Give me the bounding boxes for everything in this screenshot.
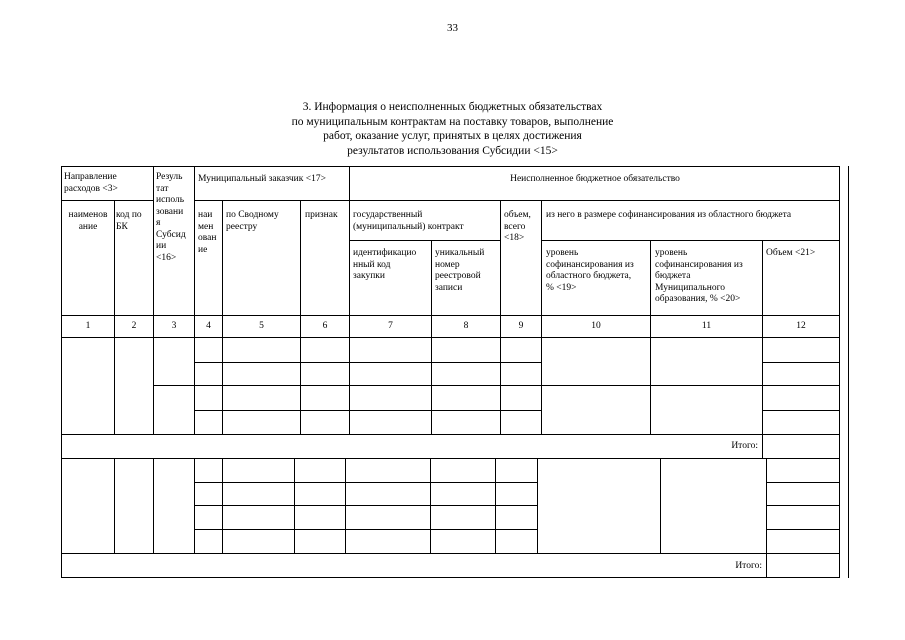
column-number: 10 [591, 321, 601, 331]
header-contract: государственный (муниципальный) контракт [353, 210, 464, 232]
header-code-bk: код по БК [116, 210, 142, 232]
header-unfulfilled: Неисполненное бюджетное обязательство [510, 174, 680, 184]
header-registry-number: уникальный номер реестровой записи [435, 248, 485, 293]
title-line: работ, оказание услуг, принятых в целях достижения [323, 130, 582, 142]
header-register: по Сводному реестру [226, 210, 279, 232]
column-number: 3 [171, 321, 177, 331]
header-cofinancing: из него в размере софинансирования из областного бюджета [546, 210, 792, 220]
header-customer: Муниципальный заказчик <17> [198, 174, 326, 184]
header-customer-name: наи мен ован ие [198, 210, 217, 255]
column-number: 7 [388, 321, 393, 331]
title-line: по муниципальным контрактам на поставку товаров, выполнение [291, 115, 614, 128]
total-label: Итого: [735, 561, 762, 571]
header-name: наименов ание [68, 210, 108, 232]
total-label: Итого: [731, 441, 758, 451]
header-level-regional: уровень софинансирования из областного бюджета, % <19> [546, 248, 634, 293]
header-level-municipal: уровень софинансирования из бюджета Муниципального образования, % <20> [655, 248, 743, 304]
header-sign: признак [305, 210, 338, 220]
column-number: 8 [463, 321, 469, 331]
column-number: 1 [85, 321, 91, 331]
column-number: 11 [701, 321, 712, 331]
page-number: 33 [447, 22, 458, 34]
column-number: 6 [322, 321, 328, 331]
column-number: 12 [796, 321, 806, 331]
title-line: 3. Информация о неисполненных бюджетных обязательствах [302, 101, 603, 113]
header-direction: Направление расходов <3> [64, 172, 118, 194]
header-volume-21: Объем <21> [766, 248, 816, 258]
column-number: 4 [206, 321, 211, 331]
header-purchase-id: идентификацио нный код закупки [353, 248, 417, 281]
column-number: 5 [259, 321, 264, 331]
header-volume-total: объем, всего <18> [504, 210, 531, 243]
column-number: 9 [518, 321, 524, 331]
header-result: Резуль тат исполь зовани я Субсид ии <16> [156, 172, 186, 263]
title-line: результатов использования Субсидии <15> [347, 144, 558, 157]
column-number: 2 [131, 321, 137, 331]
